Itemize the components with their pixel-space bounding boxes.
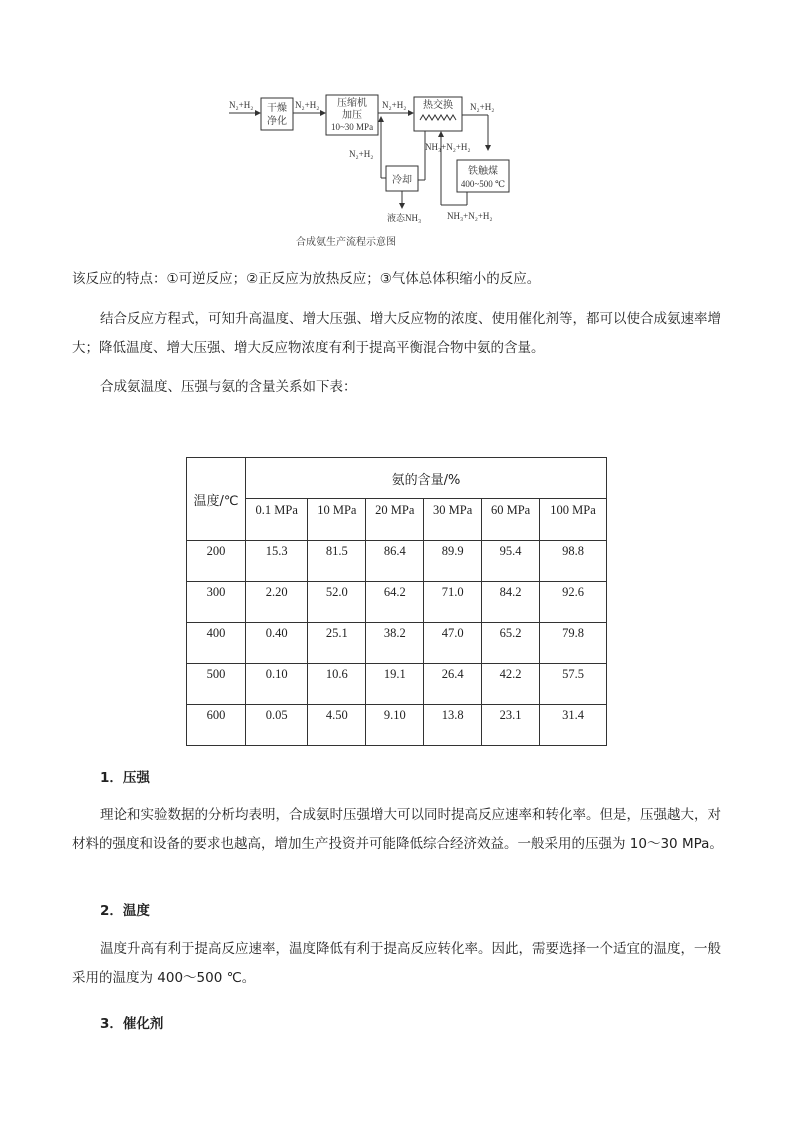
section-heading-temperature: 2．温度 [100, 903, 150, 919]
ammonia-process-diagram [0, 0, 794, 260]
diagram-caption: 合成氨生产流程示意图 [296, 237, 396, 248]
svg-text:N₂+H₂: N₂+H₂ [295, 100, 320, 110]
table-row: 300 2.20 52.0 64.2 71.0 84.2 92.6 [187, 582, 607, 623]
pressure-header: 10 MPa [308, 499, 366, 541]
svg-text:N₂+H₂: N₂+H₂ [470, 102, 495, 112]
table-intro: 合成氨温度、压强与氨的含量关系如下表： [100, 379, 357, 395]
svg-text:10~30 MPa: 10~30 MPa [330, 122, 374, 132]
table-row: 600 0.05 4.50 9.10 13.8 23.1 31.4 [187, 705, 607, 746]
svg-text:铁触煤: 铁触煤 [468, 166, 498, 177]
input-gas-label: N₂+H₂ [229, 100, 254, 110]
svg-text:400~500 ℃: 400~500 ℃ [460, 179, 506, 189]
svg-text:热交换: 热交换 [423, 100, 453, 111]
svg-text:压缩机: 压缩机 [337, 98, 367, 109]
pressure-header: 0.1 MPa [246, 499, 308, 541]
svg-text:液态NH₃: 液态NH₃ [387, 213, 422, 223]
table-row: 200 15.3 81.5 86.4 89.9 95.4 98.8 [187, 541, 607, 582]
reaction-features: 该反应的特点：①可逆反应；②正反应为放热反应；③气体总体积缩小的反应。 [72, 271, 541, 287]
reaction-analysis: 结合反应方程式，可知升高温度、增大压强、增大反应物的浓度、使用催化剂等，都可以使合成氨速率增大；降低温度、增大压强、增大反应物浓度有利于提高平衡混合物中氨的含量。 [72, 311, 721, 356]
svg-text:NH₃+N₂+H₂: NH₃+N₂+H₂ [425, 142, 471, 152]
section-body-pressure: 理论和实验数据的分析均表明，合成氨时压强增大可以同时提高反应速率和转化率。但是，压强越大，对材料的强度和设备的要求也越高，增加生产投资并可能降低综合经济效益。一般采用的压强为 10～30 MPa。 [72, 807, 723, 852]
svg-text:净化: 净化 [267, 116, 287, 127]
section-heading-pressure: 1．压强 [100, 770, 150, 786]
section-heading-catalyst: 3．催化剂 [100, 1016, 164, 1032]
svg-text:加压: 加压 [342, 110, 362, 121]
svg-text:NH₃+N₂+H₂: NH₃+N₂+H₂ [447, 211, 493, 221]
svg-text:N₂+H₂: N₂+H₂ [349, 149, 374, 159]
temp-header: 温度/℃ [187, 458, 246, 541]
pressure-header: 30 MPa [424, 499, 482, 541]
table-row: 500 0.10 10.6 19.1 26.4 42.2 57.5 [187, 664, 607, 705]
svg-text:冷却: 冷却 [392, 175, 412, 186]
ammonia-content-header: 氨的含量/% [246, 458, 607, 499]
pressure-header: 100 MPa [540, 499, 607, 541]
section-body-temperature: 温度升高有利于提高反应速率，温度降低有利于提高反应转化率。因此，需要选择一个适宜的温度，一般采用的温度为 400～500 ℃。 [72, 941, 721, 986]
svg-text:N₂+H₂: N₂+H₂ [382, 100, 407, 110]
table-row: 400 0.40 25.1 38.2 47.0 65.2 79.8 [187, 623, 607, 664]
svg-text:干燥: 干燥 [267, 103, 287, 114]
ammonia-content-table [186, 457, 607, 746]
pressure-header: 20 MPa [366, 499, 424, 541]
pressure-header: 60 MPa [482, 499, 540, 541]
